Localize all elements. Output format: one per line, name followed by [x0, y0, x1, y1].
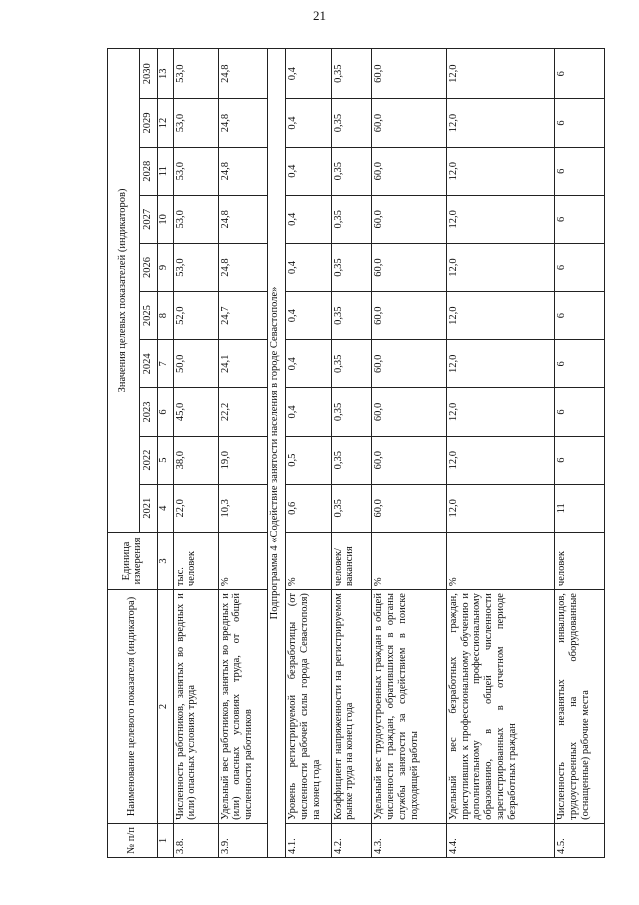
- indicator-value: 60,0: [372, 484, 447, 532]
- column-number: 3: [157, 532, 173, 589]
- indicator-value: 6: [555, 436, 605, 484]
- row-number: 3.8.: [173, 823, 218, 857]
- indicator-value: 53,0: [173, 99, 218, 147]
- column-number: 11: [157, 147, 173, 195]
- indicator-value: 53,0: [173, 243, 218, 291]
- indicator-unit: человек: [555, 532, 605, 589]
- header-no: № п/п: [108, 823, 158, 857]
- indicator-value: 12,0: [446, 243, 554, 291]
- indicator-value: 24,8: [218, 147, 268, 195]
- page-number: 21: [313, 8, 326, 23]
- indicator-value: 0,35: [331, 147, 372, 195]
- indicator-value: 12,0: [446, 436, 554, 484]
- indicator-value: 12,0: [446, 388, 554, 436]
- year-header: 2027: [139, 195, 157, 243]
- indicator-value: 60,0: [372, 292, 447, 340]
- indicator-value: 6: [555, 243, 605, 291]
- indicator-value: 0,4: [286, 340, 331, 388]
- column-number: 8: [157, 292, 173, 340]
- indicator-value: 0,4: [286, 49, 331, 99]
- header-values: Значения целевых показателей (индикаторов): [108, 49, 140, 533]
- indicator-value: 0,4: [286, 195, 331, 243]
- indicator-value: 24,8: [218, 243, 268, 291]
- indicator-value: 50,0: [173, 340, 218, 388]
- indicator-value: 60,0: [372, 243, 447, 291]
- indicator-value: 60,0: [372, 147, 447, 195]
- indicator-value: 24,8: [218, 99, 268, 147]
- indicator-value: 0,4: [286, 388, 331, 436]
- indicator-unit: %: [286, 532, 331, 589]
- indicator-value: 0,4: [286, 99, 331, 147]
- year-header: 2026: [139, 243, 157, 291]
- indicator-value: 6: [555, 388, 605, 436]
- column-number: 2: [157, 590, 173, 824]
- column-number: 13: [157, 49, 173, 99]
- indicator-value: 45,0: [173, 388, 218, 436]
- table-row: [218, 49, 268, 858]
- indicator-value: 24,8: [218, 49, 268, 99]
- indicator-value: 12,0: [446, 49, 554, 99]
- indicator-name: Коэффициент напряженности на регистрируемом рынке труда на конец года: [331, 590, 372, 824]
- table-row: [331, 49, 372, 858]
- row-number: 4.5.: [555, 823, 605, 857]
- column-number: 1: [157, 823, 173, 857]
- indicator-value: 0,35: [331, 195, 372, 243]
- indicator-value: 12,0: [446, 292, 554, 340]
- indicator-value: 60,0: [372, 388, 447, 436]
- indicator-value: 6: [555, 99, 605, 147]
- indicator-value: 0,35: [331, 436, 372, 484]
- indicator-value: 53,0: [173, 49, 218, 99]
- column-number: 10: [157, 195, 173, 243]
- numbering-row: [157, 49, 173, 858]
- indicator-value: 6: [555, 49, 605, 99]
- indicator-unit: тыс. человек: [173, 532, 218, 589]
- indicator-value: 0,35: [331, 292, 372, 340]
- header-unit: Единица измерения: [108, 532, 158, 589]
- rotated-table-container: [107, 48, 605, 858]
- year-header: 2023: [139, 388, 157, 436]
- indicator-value: 0,35: [331, 340, 372, 388]
- indicator-value: 24,1: [218, 340, 268, 388]
- year-header: 2021: [139, 484, 157, 532]
- table-row: [173, 49, 218, 858]
- indicators-table: [107, 48, 605, 858]
- row-number: 4.1.: [286, 823, 331, 857]
- rows-bottom: [286, 49, 605, 858]
- indicator-value: 12,0: [446, 484, 554, 532]
- year-header: 2022: [139, 436, 157, 484]
- indicator-value: 0,6: [286, 484, 331, 532]
- table-row: [555, 49, 605, 858]
- indicator-unit: %: [372, 532, 447, 589]
- row-number: 4.3.: [372, 823, 447, 857]
- indicator-name: Численность незанятых инвалидов, трудоустроенных на оборудованные (оснащенные) рабочие места: [555, 590, 605, 824]
- indicator-value: 53,0: [173, 195, 218, 243]
- table-row: [286, 49, 331, 858]
- indicator-value: 0,4: [286, 147, 331, 195]
- header-name: Наименование целевого показателя (индикатора): [108, 590, 158, 824]
- indicator-value: 0,35: [331, 99, 372, 147]
- indicator-value: 6: [555, 195, 605, 243]
- column-number: 12: [157, 99, 173, 147]
- table-row: [446, 49, 554, 858]
- indicator-value: 0,35: [331, 49, 372, 99]
- indicator-name: Удельный вес работников, занятых во вредных и (или) опасных условиях труда, от общей численности работников: [218, 590, 268, 824]
- indicator-value: 60,0: [372, 195, 447, 243]
- year-header: 2024: [139, 340, 157, 388]
- indicator-name: Удельный вес безработных граждан, приступивших к профессиональному обучению и дополнительному профессиональному образованию, в общей численности зарегистрированных в отчетном периоде безработных граждан: [446, 590, 554, 824]
- year-header: 2030: [139, 49, 157, 99]
- indicator-value: 0,35: [331, 388, 372, 436]
- indicator-value: 6: [555, 292, 605, 340]
- indicator-name: Уровень регистрируемой безработицы (от численности рабочей силы города Севастополя) на конец года: [286, 590, 331, 824]
- indicator-value: 0,4: [286, 243, 331, 291]
- indicator-value: 52,0: [173, 292, 218, 340]
- indicator-value: 12,0: [446, 195, 554, 243]
- indicator-value: 12,0: [446, 147, 554, 195]
- indicator-value: 0,4: [286, 292, 331, 340]
- row-number: 3.9.: [218, 823, 268, 857]
- indicator-value: 22,0: [173, 484, 218, 532]
- row-number: 4.2.: [331, 823, 372, 857]
- indicator-value: 0,5: [286, 436, 331, 484]
- indicator-unit: человек/ вакансия: [331, 532, 372, 589]
- column-number: 5: [157, 436, 173, 484]
- indicator-unit: %: [446, 532, 554, 589]
- table-row: [372, 49, 447, 858]
- rows-top: [173, 49, 268, 858]
- indicator-value: 38,0: [173, 436, 218, 484]
- year-header: 2029: [139, 99, 157, 147]
- section-title: Подпрограмма 4 «Содействие занятости населения в городе Севастополе»: [268, 49, 286, 858]
- indicator-value: 12,0: [446, 340, 554, 388]
- indicator-name: Численность работников, занятых во вредных и (или) опасных условиях труда: [173, 590, 218, 824]
- indicator-value: 0,35: [331, 243, 372, 291]
- column-number: 4: [157, 484, 173, 532]
- indicator-value: 6: [555, 147, 605, 195]
- indicator-value: 10,3: [218, 484, 268, 532]
- indicator-value: 0,35: [331, 484, 372, 532]
- indicator-value: 6: [555, 340, 605, 388]
- indicator-unit: %: [218, 532, 268, 589]
- indicator-value: 24,8: [218, 195, 268, 243]
- indicator-value: 60,0: [372, 436, 447, 484]
- indicator-value: 60,0: [372, 99, 447, 147]
- indicator-value: 53,0: [173, 147, 218, 195]
- indicator-value: 12,0: [446, 99, 554, 147]
- row-number: 4.4.: [446, 823, 554, 857]
- indicator-value: 22,2: [218, 388, 268, 436]
- year-header: 2028: [139, 147, 157, 195]
- indicator-value: 19,0: [218, 436, 268, 484]
- indicator-value: 24,7: [218, 292, 268, 340]
- column-number: 7: [157, 340, 173, 388]
- indicator-name: Удельный вес трудоустроенных граждан в общей численности граждан, обратившихся в органы службы занятости за содействием в поиске подходящей работы: [372, 590, 447, 824]
- indicator-value: 11: [555, 484, 605, 532]
- indicator-value: 60,0: [372, 49, 447, 99]
- column-number: 6: [157, 388, 173, 436]
- year-header: 2025: [139, 292, 157, 340]
- indicator-value: 60,0: [372, 340, 447, 388]
- column-number: 9: [157, 243, 173, 291]
